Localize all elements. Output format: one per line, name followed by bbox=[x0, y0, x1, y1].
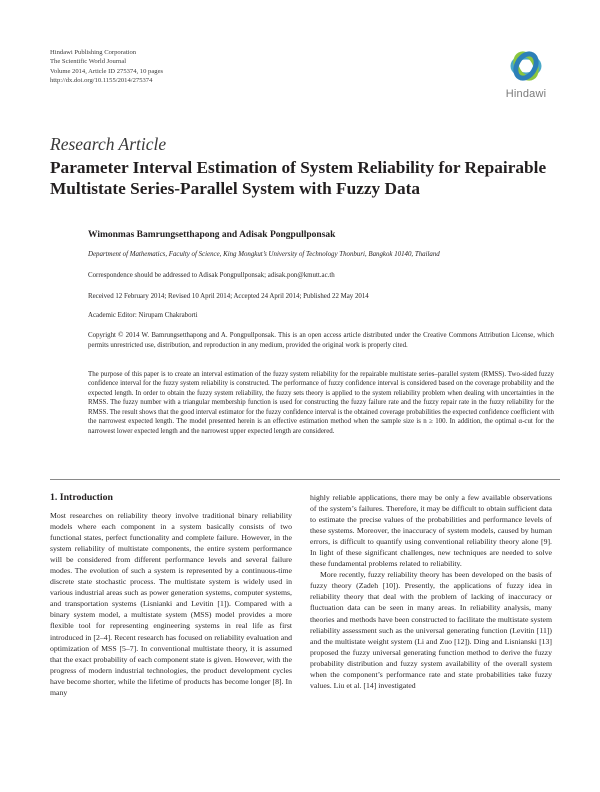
right-column bbox=[310, 492, 552, 691]
article-type: Research Article bbox=[50, 134, 167, 154]
hindawi-logo bbox=[496, 46, 556, 106]
article-title: Parameter Interval Estimation of System Reliability for Repairable Multistate Series-Parallel System with Fuzzy Data bbox=[50, 158, 547, 198]
paragraph: highly reliable applications, there may be only a few available observations of the system’s failures. Therefore, it may be difficult to obtain sufficient data to estimate the precise values of the probabilities and performance levels of these systems. Moreover, the inaccuracy of system models, caused by human errors, is difficult to quantify using conventional reliability theory alone [9]. In light of these significant challenges, new techniques are needed to solve these fundamental problems related to reliability. bbox=[310, 493, 552, 569]
volume-line: Volume 2014, Article ID 275374, 10 pages bbox=[50, 67, 164, 75]
logo-text: Hindawi bbox=[505, 88, 547, 100]
left-column bbox=[50, 492, 292, 698]
publisher: Hindawi Publishing Corporation bbox=[50, 49, 137, 56]
correspondence: Correspondence should be addressed to Adisak Pongpullponsak; adisak.pon@kmutt.ac.th bbox=[88, 272, 335, 279]
section-divider bbox=[50, 479, 560, 480]
paragraph: More recently, fuzzy reliability theory has been developed on the basis of fuzzy theory (Zadeh [10]). Presently, the applications of fuzzy idea in reliability theory that deal with the problem of lacking of inaccuracy or fluctuation data can be seen in many areas. In reliability analysis, many theories and methods have been constructed to facilitate the multistate system reliability assessment such as the universal generating function (Levitin [11]) and the multistate weight system (Li and Zuo [12]). Ding and Lisnianski [13] proposed the fuzzy universal generating function method to derive the fuzzy probability distribution and fuzzy system availability of the overall system when the component’s performance rate and state probabilities take fuzzy values. Liu et al. [14] investigated bbox=[310, 570, 552, 690]
authors: Wimonmas Bamrungsetthapong and Adisak Pongpullponsak bbox=[88, 230, 336, 240]
copyright-notice: Copyright © 2014 W. Bamrungsetthapong and A. Pongpullponsak. This is an open access article distributed under the Creative Commons Attribution License, which permits unrestricted use, distribution, and reproduction in any medium, provided the original work is properly cited. bbox=[88, 332, 554, 349]
publication-dates: Received 12 February 2014; Revised 10 April 2014; Accepted 24 April 2014; Published 22 May 2014 bbox=[88, 293, 369, 300]
hindawi-logo-icon bbox=[496, 46, 556, 88]
doi-link[interactable]: http://dx.doi.org/10.1155/2014/275374 bbox=[50, 77, 153, 85]
academic-editor: Academic Editor: Nirupam Chakraborti bbox=[88, 312, 198, 319]
abstract: The purpose of this paper is to create an interval estimation of the fuzzy system reliability for the repairable multistate series–parallel system (RMSS). Two-sided fuzzy confidence interval for the fuzzy system reliability is constructed. The performance of fuzzy confidence interval is considered based on the coverage probability and the expected length. In order to obtain the fuzzy system reliability, the fuzzy sets theory is applied to the system reliability problem when dealing with uncertainties in the RMSS. The fuzzy number with a triangular membership function is used for constructing the fuzzy failure rate and the fuzzy repair rate in the fuzzy reliability for the RMSS. The result shows that the good interval estimator for the fuzzy confidence interval is the obtained coverage probabilities the expected confidence coefficient with the narrowest expected length. The model presented herein is an effective estimation method when the sample size is n ≥ 100. In addition, the optimal α-cut for the narrowest lower expected length and the narrowest upper expected length are considered. bbox=[88, 371, 554, 435]
affiliation: Department of Mathematics, Faculty of Science, King Mongkut’s University of Technology Thonburi, Bangkok 10140, Thailand bbox=[88, 251, 440, 258]
section-heading: 1. Introduction bbox=[50, 492, 113, 503]
paragraph: Most researches on reliability theory involve traditional binary reliability models where each component in a system basically consists of two functional states, perfect functionality and complete failure. However, in the system reliability of multistate components, the entire system performance will be considered from different performance levels and several failure modes. The evolution of such a system is represented by a continuous-time discrete state stochastic process. The multistate system is widely used in various industrial areas such as power generation systems, computer systems, and transportation systems (Lisnianki and Levitin [1]). Compared with a binary system model, a multistate system (MSS) model provides a more flexible tool for representing engineering systems in real life as first introduced in [2–4]. Recent research has focused on reliability evaluation and optimization of MSS [5–7]. In conventional multistate theory, it is assumed that the exact probability of each component state is given. However, with the progress of modern industrial technologies, the product development cycles have become shorter, while the lifetime of products has become longer [8]. In many bbox=[50, 511, 292, 697]
journal-header bbox=[50, 48, 163, 86]
journal-name: The Scientific World Journal bbox=[50, 58, 127, 66]
